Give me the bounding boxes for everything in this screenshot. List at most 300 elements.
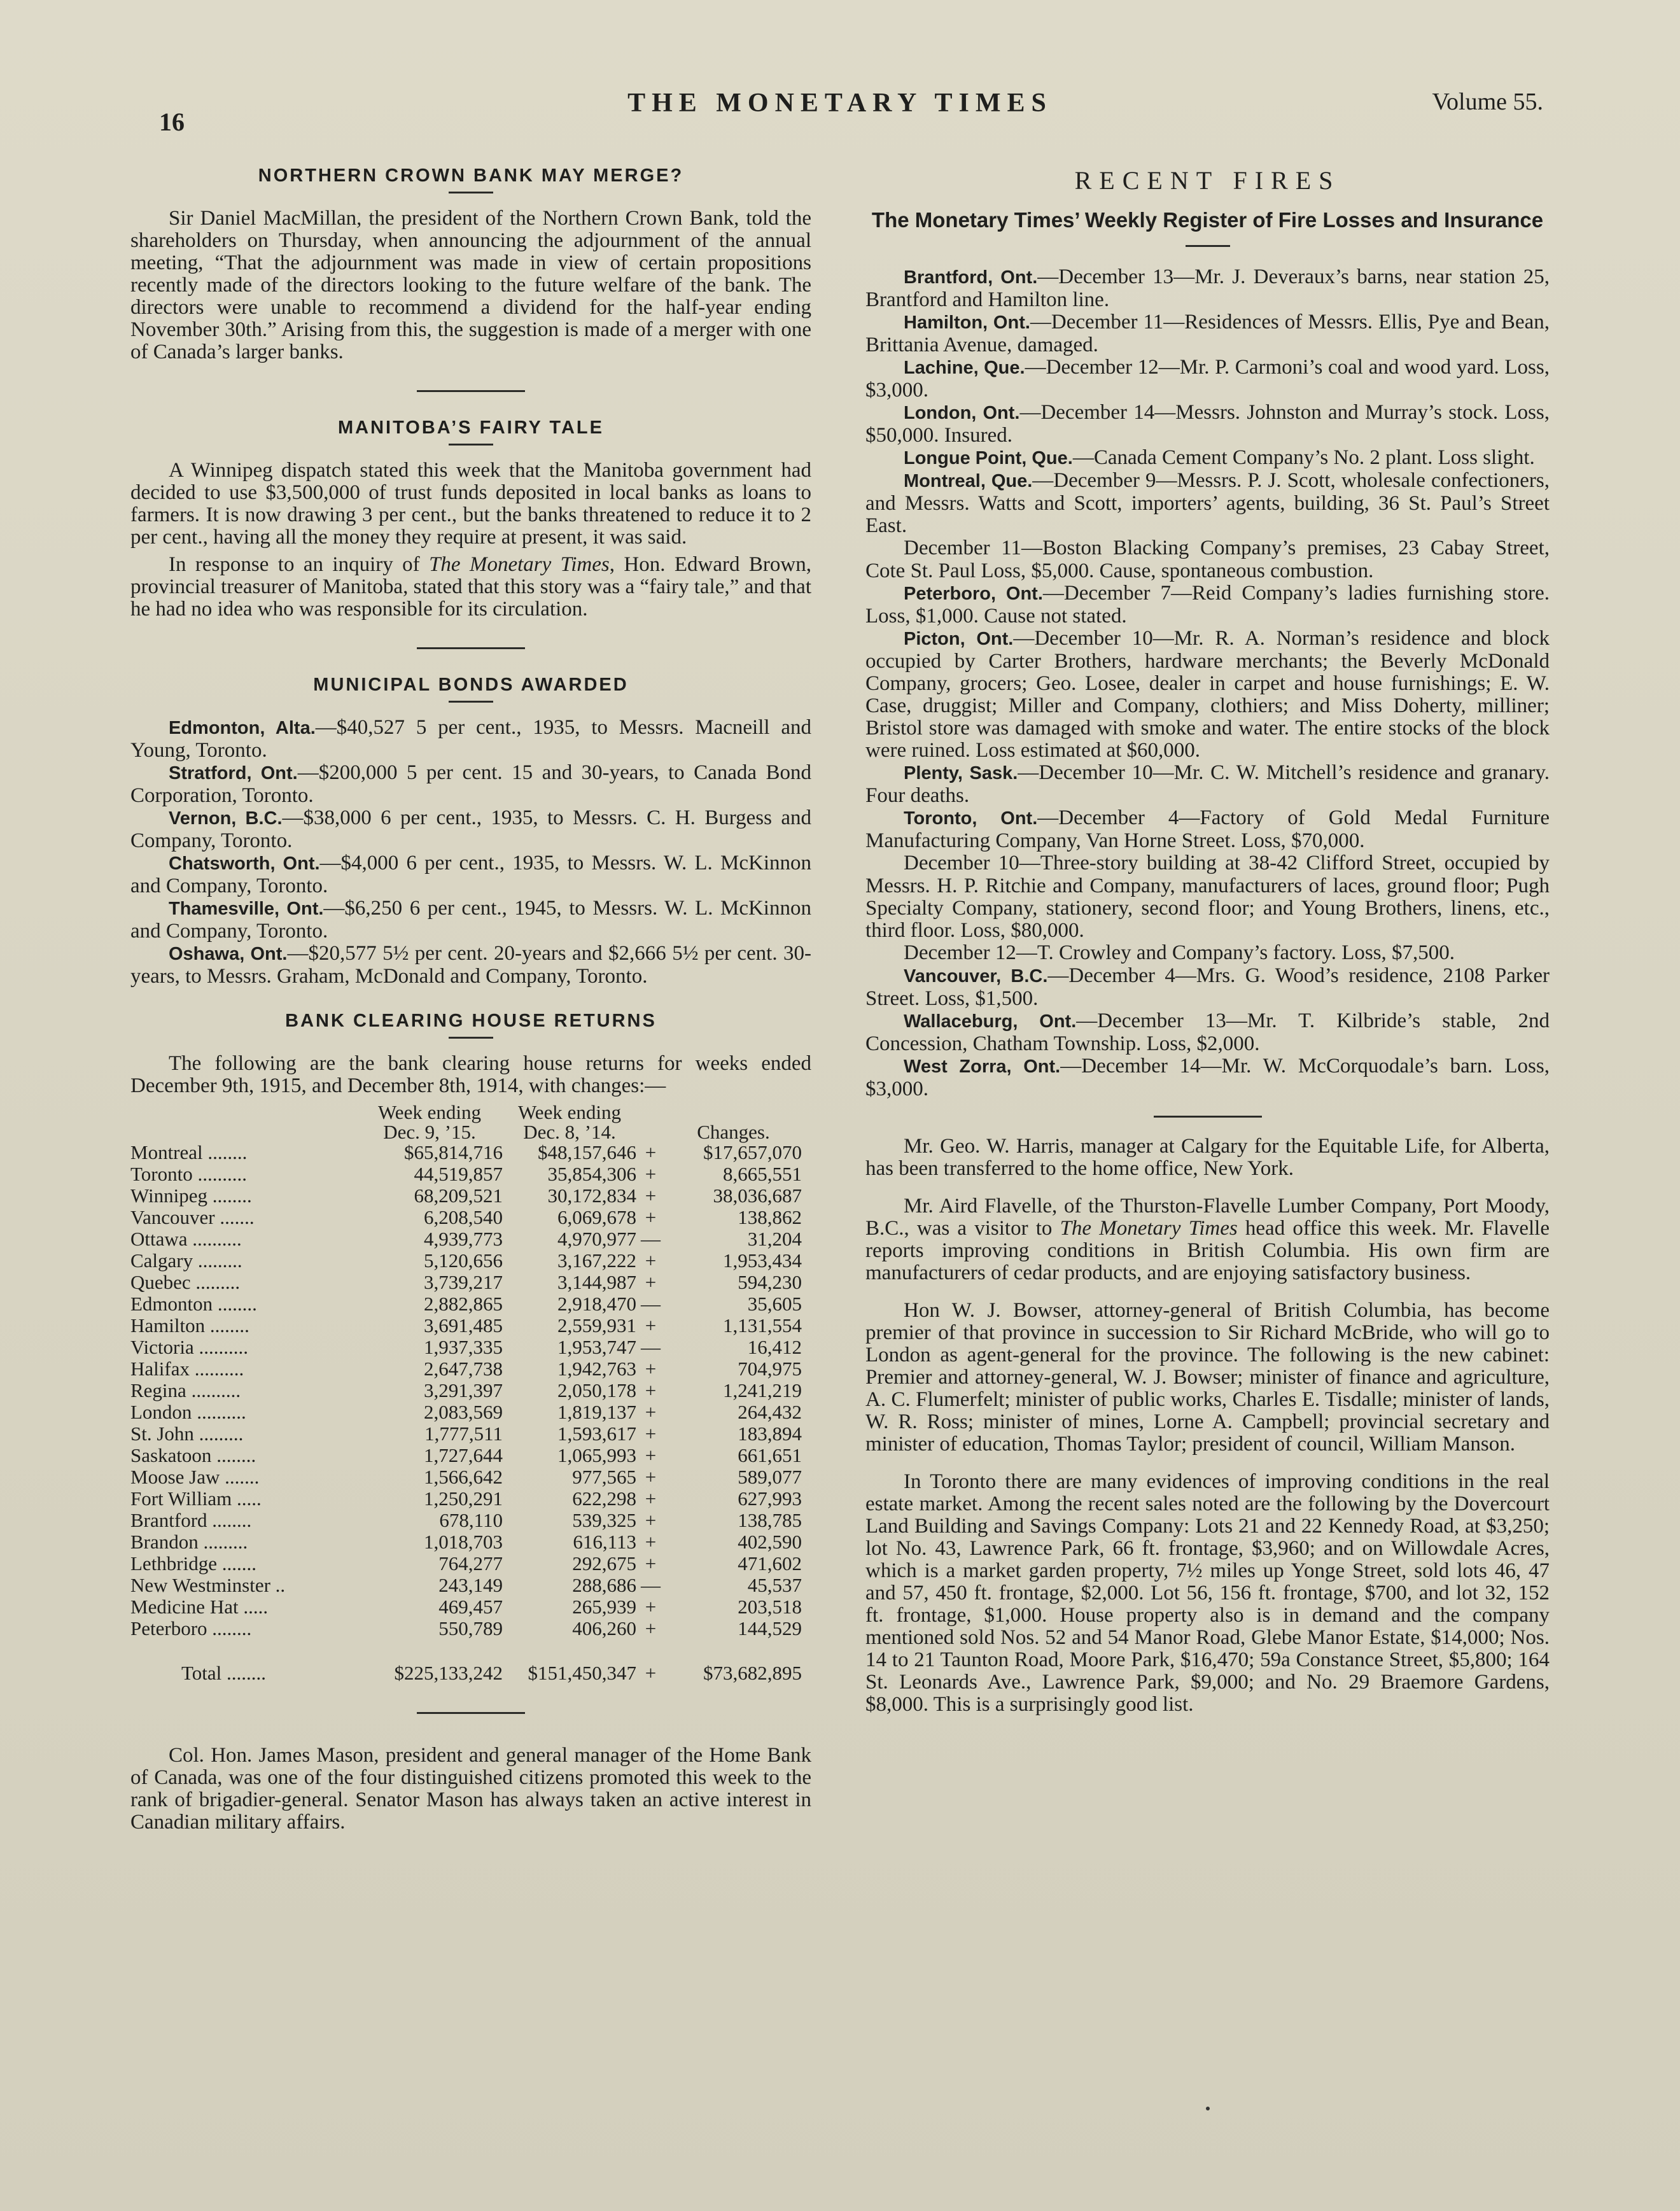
header-week-1914: Week ending [518,1101,621,1123]
total-row [130,1639,802,1684]
leader-dots: ......... [195,1271,241,1293]
change-value: 38,036,687 [713,1184,802,1207]
table-row [130,1466,802,1488]
bond-entry [130,807,811,852]
bond-place: Thamesville, Ont. [169,899,324,919]
header-sign [636,1122,665,1142]
city-name: Brandon [130,1531,199,1553]
city-name: Halifax [130,1358,190,1380]
article-northern-crown [130,165,811,363]
fires-subheading: The Monetary Times’ Weekly Register of Fire Losses and Insurance [871,208,1544,232]
publication-name: The Monetary Times [1060,1217,1238,1240]
bond-text: —$20,577 5½ per cent. 20-years and $2,666 5½ per cent. 30-years, to Messrs. Graham, McDonald and Company, Toronto. [130,942,811,988]
fire-entry [865,447,1550,470]
divider [449,701,493,703]
value-1915: 44,519,857 [414,1163,503,1185]
city-name: Brantford [130,1509,207,1531]
value-1915: 6,208,540 [424,1206,503,1228]
value-1914: 1,942,763 [557,1358,636,1380]
fire-entry [865,470,1550,537]
city-name: Ottawa [130,1228,188,1250]
city-name: Victoria [130,1336,194,1358]
value-1914: 288,686 [572,1574,636,1596]
bond-entry [130,717,811,762]
table-row [130,1250,802,1272]
city-name: Saskatoon [130,1444,212,1466]
table-row [130,1423,802,1445]
value-1914: 622,298 [572,1487,636,1510]
fire-entry [865,1055,1550,1100]
change-value: 661,651 [738,1444,802,1466]
value-1915: 5,120,656 [424,1249,503,1272]
fire-place: Picton, Ont. [904,629,1014,649]
value-1914: 1,065,993 [557,1444,636,1466]
value-1914: 3,167,222 [557,1249,636,1272]
divider [449,444,493,446]
leader-dots: .......... [197,1163,247,1185]
header-date-1915: Dec. 9, ’15. [383,1121,476,1143]
city-name: Calgary [130,1249,193,1272]
city-cell [130,1207,356,1228]
leader-dots: ........ [216,1444,256,1466]
leader-dots: ........ [207,1141,248,1163]
fire-entry [865,1010,1550,1055]
leader-dots: .......... [191,1379,241,1401]
clearing-table [130,1102,802,1684]
clearing-intro: The following are the bank clearing house returns for weeks ended December 9th, 1915, and December 8th, 1914, with changes:— [130,1052,811,1097]
table-row [130,1315,802,1337]
city-name: Quebec [130,1271,191,1293]
table-row [130,1228,802,1250]
change-sign: — [641,1336,661,1358]
change-sign: — [641,1574,661,1596]
header-date-1914: Dec. 8, ’14. [523,1121,616,1143]
change-sign: + [645,1662,657,1684]
city-name: Lethbridge [130,1552,218,1575]
text-run: , Hon. Edward Brown, provincial treasurer of Manitoba, stated that this story was a “fairy tale,” and that he had no idea who was responsible for its circulation. [130,553,811,621]
value-1915: 1,727,644 [424,1444,503,1466]
city-cell [130,1358,356,1380]
value-1915: 1,566,642 [424,1466,503,1488]
article-body: A Winnipeg dispatch stated this week that the Manitoba government had decided to use $3,500,000 of trust funds deposited in local banks as loans to farmers. It is now drawing 3 per cent., but the banks threatened to reduce it to 2 per cent., having all the money they require at present, it was said. [130,459,811,549]
section-divider [417,1712,525,1714]
leader-dots: .......... [194,1358,244,1380]
header-sign [636,1102,665,1122]
leader-dots: ........ [212,1184,252,1207]
table-row [130,1618,802,1639]
city-cell [130,1142,356,1163]
value-1915: 1,250,291 [424,1487,503,1510]
value-1915: 4,939,773 [424,1228,503,1250]
change-sign: + [645,1249,657,1272]
change-value: 264,432 [738,1401,802,1423]
city-cell [130,1380,356,1401]
city-name: Montreal [130,1141,203,1163]
change-sign: + [645,1444,657,1466]
table-header-row [130,1102,802,1122]
city-cell [130,1553,356,1575]
change-sign: + [645,1379,657,1401]
change-value: 594,230 [738,1271,802,1293]
change-value: 16,412 [747,1336,802,1358]
city-cell [130,1250,356,1272]
leader-dots: ........ [227,1662,267,1684]
city-name: St. John [130,1422,194,1445]
leader-dots: ....... [221,1552,257,1575]
fire-text: —December 11—Residences of Messrs. Ellis, Pye and Bean, Brittania Avenue, damaged. [865,311,1550,356]
article-body: Sir Daniel MacMillan, the president of the Northern Crown Bank, told the shareholders on Thursday, when announcing the adjournment of the annual meeting, “That the adjournment was made in view of certain propositions recently made of the directors looking to the future welfare of the bank. The directors were unable to recommend a dividend for the half-year ending November 30th.” Arising from this, the suggestion is made of a merger with one of Canada’s larger banks. [130,207,811,363]
header-changes: Changes. [697,1121,770,1143]
change-sign: — [641,1228,661,1250]
divider [1186,245,1230,247]
table-row [130,1531,802,1553]
change-value: 627,993 [738,1487,802,1510]
bond-entry [130,897,811,943]
leader-dots: ......... [199,1422,244,1445]
leader-dots: ........ [212,1509,252,1531]
header-week-1915: Week ending [378,1101,481,1123]
left-column [130,165,811,1839]
leader-dots: ........ [209,1314,249,1337]
change-value: 35,605 [747,1293,802,1315]
fire-text: December 10—Three-story building at 38-42 Clifford Street, occupied by Messrs. H. P. Ritchie and Company, manufacturers of laces, ground floor; Pugh Specialty Company, stationery, second floor; and Young Brothers, linens, etc., third floor. Loss, $80,000. [865,852,1550,942]
fire-text: —December 10—Mr. C. W. Mitchell’s residence and granary. Four deaths. [865,761,1550,807]
article-body [130,554,811,621]
fire-entry [865,852,1550,942]
ink-speck [1206,2107,1210,2110]
bond-entry [130,762,811,807]
bond-entry [130,943,811,988]
fire-place: Longue Point, Que. [904,448,1073,468]
bond-place: Chatsworth, Ont. [169,853,320,874]
change-sign: + [645,1206,657,1228]
value-1915: 2,647,738 [424,1358,503,1380]
fire-text: —December 4—Factory of Gold Medal Furniture Manufacturing Company, Van Horne Street. Loss, $70,000. [865,806,1550,852]
change-sign: + [645,1487,657,1510]
value-1915: 3,739,217 [424,1271,503,1293]
city-cell [130,1575,356,1596]
table-row [130,1272,802,1293]
value-1914: 2,918,470 [557,1293,636,1315]
header-city [130,1102,356,1122]
change-value: 203,518 [738,1596,802,1618]
text-run: In response to an inquiry of [169,553,430,576]
table-row [130,1337,802,1358]
leader-dots: .......... [199,1336,248,1358]
bond-text: —$200,000 5 per cent. 15 and 30-years, to Canada Bond Corporation, Toronto. [130,761,811,807]
bond-place: Stratford, Ont. [169,763,298,783]
fire-entry [865,582,1550,628]
heading-recent-fires: RECENT FIRES [1074,166,1341,195]
heading-municipal-bonds: MUNICIPAL BONDS AWARDED [313,675,629,695]
table-row [130,1488,802,1510]
divider [449,1037,493,1039]
fire-place: Hamilton, Ont. [904,312,1030,333]
fire-text: —Canada Cement Company’s No. 2 plant. Loss slight. [1072,446,1535,469]
city-cell [130,1293,356,1315]
volume-label: Volume 55. [1432,88,1543,115]
change-value: 1,241,219 [723,1379,802,1401]
change-value: 144,529 [738,1617,802,1639]
fire-text: —December 9—Messrs. P. J. Scott, wholesale confectioners, and Messrs. Watts and Scott, importers’ agents, building, 36 St. Paul’s Street East. [865,469,1550,537]
table-row [130,1445,802,1466]
change-value: 402,590 [738,1531,802,1553]
city-name: Winnipeg [130,1184,208,1207]
table-header-row [130,1122,802,1142]
leader-dots: ........ [217,1293,257,1315]
fire-entry [865,807,1550,852]
city-cell [130,1466,356,1488]
value-1914: 977,565 [572,1466,636,1488]
city-name: Fort William [130,1487,232,1510]
leader-dots: .. [275,1574,286,1596]
running-header [0,88,1680,136]
journal-title: THE MONETARY TIMES [627,88,1053,118]
value-1914: 406,260 [572,1617,636,1639]
fire-place: London, Ont. [904,403,1020,423]
change-sign: + [645,1141,657,1163]
city-cell [130,1337,356,1358]
change-value: 138,785 [738,1509,802,1531]
leader-dots: ....... [225,1466,260,1488]
fire-place: Wallaceburg, Ont. [904,1011,1077,1032]
fire-entry [865,965,1550,1010]
fire-entry [865,311,1550,356]
text-run: head office this week. Mr. Flavelle reports improving conditions in British Columbia. His own firm are manufacturers of cedar products, and are enjoying satisfactory business. [865,1217,1550,1284]
change-sign: + [645,1531,657,1553]
mason-item: Col. Hon. James Mason, president and general manager of the Home Bank of Canada, was one of the four distinguished citizens promoted this week to the rank of brigadier-general. Senator Mason has always taken an active interest in Canadian military affairs. [130,1744,811,1834]
fire-place: Toronto, Ont. [904,808,1038,829]
value-1915: 243,149 [438,1574,503,1596]
flavelle-item [865,1195,1550,1284]
change-sign: + [645,1617,657,1639]
header-city [130,1122,356,1142]
heading-northern-crown: NORTHERN CROWN BANK MAY MERGE? [258,165,684,186]
fire-text: —December 12—Mr. P. Carmoni’s coal and wood yard. Loss, $3,000. [865,356,1550,402]
change-value: 704,975 [738,1358,802,1380]
city-name: New Westminster [130,1574,270,1596]
total-change: $73,682,895 [703,1662,802,1684]
fire-text: —December 4—Mrs. G. Wood’s residence, 2108 Parker Street. Loss, $1,500. [865,964,1550,1010]
value-1915: 3,291,397 [424,1379,503,1401]
city-cell [130,1163,356,1185]
change-sign: + [645,1596,657,1618]
table-row [130,1207,802,1228]
city-cell [130,1315,356,1337]
article-manitoba [130,418,811,621]
fire-text: December 11—Boston Blacking Company’s premises, 23 Cabay Street, Cote St. Paul Loss, $5,000. Cause, spontaneous combustion. [865,537,1550,582]
change-value: $17,657,070 [703,1141,802,1163]
leader-dots: ......... [203,1531,248,1553]
leader-dots: ........ [212,1617,252,1639]
city-name: Hamilton [130,1314,206,1337]
city-name: Toronto [130,1163,193,1185]
fire-entry [865,266,1550,311]
table-row [130,1142,802,1163]
change-value: 31,204 [747,1228,802,1250]
value-1914: 35,854,306 [547,1163,636,1185]
value-1915: 1,777,511 [424,1422,503,1445]
value-1914: 30,172,834 [547,1184,636,1207]
city-cell [130,1531,356,1553]
fire-entry [865,402,1550,447]
value-1914: 616,113 [573,1531,636,1553]
city-cell [130,1488,356,1510]
change-sign: + [645,1163,657,1185]
value-1915: $65,814,716 [404,1141,503,1163]
leader-dots: ..... [236,1487,262,1510]
change-value: 45,537 [747,1574,802,1596]
fire-entry [865,628,1550,762]
city-cell [130,1445,356,1466]
divider [449,192,493,193]
value-1914: 1,953,747 [557,1336,636,1358]
change-sign: + [645,1466,657,1488]
value-1915: 3,691,485 [424,1314,503,1337]
total-label: Total [181,1662,222,1684]
toronto-real-estate-item: In Toronto there are many evidences of improving conditions in the real estate market. Among the recent sales noted are the following by the Dovercourt Land Building and Savings Company: Lots 21 and 22 Kennedy Road, at $3,250; lot No. 43, Lawrence Park, 66 ft. frontage, $3,960; and on Willowdale Acres, which is a market garden property, 7½ miles up Yonge Street, sold lots 46, 47 and 57, 450 ft. frontage, $2,000. Lot 56, 156 ft. frontage, $700, and lot 32, 152 ft. frontage, $1,000. House property also is in demand and the company mentioned sold Nos. 52 and 54 Manor Road, Glebe Manor Estate, $14,000; Nos. 14 to 21 Taunton Road, Moore Park, $16,470; 59a Constance Street, $5,800; 164 St. Leonards Ave., Lawrence Park, $9,000; and No. 29 Braemore Gardens, $8,000. This is a surprisingly good list. [865,1470,1550,1716]
city-name: Vancouver [130,1206,215,1228]
value-1915: 2,882,865 [424,1293,503,1315]
value-1915: 469,457 [438,1596,503,1618]
city-name: Regina [130,1379,186,1401]
change-sign: + [645,1314,657,1337]
fire-text: —December 7—Reid Company’s ladies furnishing store. Loss, $1,000. Cause not stated. [865,582,1550,628]
city-cell [130,1185,356,1207]
table-row [130,1358,802,1380]
table-row [130,1575,802,1596]
fire-text: —December 14—Messrs. Johnston and Murray’s stock. Loss, $50,000. Insured. [865,401,1550,447]
bond-text: —$4,000 6 per cent., 1935, to Messrs. W. L. McKinnon and Company, Toronto. [130,852,811,897]
fire-text: December 12—T. Crowley and Company’s factory. Loss, $7,500. [904,941,1455,964]
bond-entry [130,852,811,897]
change-value: 138,862 [738,1206,802,1228]
fire-text: —December 13—Mr. J. Deveraux’s barns, near station 25, Brantford and Hamilton line. [865,265,1550,311]
table-row [130,1510,802,1531]
value-1914: 1,593,617 [557,1422,636,1445]
fire-place: Plenty, Sask. [904,763,1018,783]
value-1915: 678,110 [439,1509,503,1531]
bond-place: Oshawa, Ont. [169,944,288,964]
fire-place: West Zorra, Ont. [904,1056,1061,1077]
city-name: London [130,1401,192,1423]
table-row [130,1596,802,1618]
city-name: Edmonton [130,1293,213,1315]
fire-place: Vancouver, B.C. [904,966,1048,986]
leader-dots: ....... [220,1206,255,1228]
value-1914: 539,325 [572,1509,636,1531]
value-1914: 6,069,678 [557,1206,636,1228]
fire-entry [865,942,1550,965]
change-sign: + [645,1401,657,1423]
leader-dots: ..... [243,1596,269,1618]
value-1914: 2,050,178 [557,1379,636,1401]
table-row [130,1401,802,1423]
fire-place: Peterboro, Ont. [904,584,1043,604]
value-1915: 1,018,703 [424,1531,503,1553]
city-cell [130,1596,356,1618]
value-1914: 265,939 [572,1596,636,1618]
header-blank [665,1102,802,1122]
value-1914: 4,970,977 [557,1228,636,1250]
change-sign: — [641,1293,661,1315]
value-1914: 292,675 [572,1552,636,1575]
section-divider [417,647,525,649]
fire-text: —December 14—Mr. W. McCorquodale’s barn. Loss, $3,000. [865,1055,1550,1100]
city-cell [130,1510,356,1531]
bond-place: Vernon, B.C. [169,808,283,829]
harris-item: Mr. Geo. W. Harris, manager at Calgary for the Equitable Life, for Alberta, has been transferred to the home office, New York. [865,1135,1550,1180]
value-1915: 764,277 [438,1552,503,1575]
table-row [130,1553,802,1575]
section-divider [417,390,525,392]
section-divider [1154,1116,1262,1118]
change-sign: + [645,1271,657,1293]
change-value: 471,602 [738,1552,802,1575]
city-cell [130,1228,356,1250]
city-name: Peterboro [130,1617,207,1639]
article-municipal-bonds [130,675,811,988]
change-sign: + [645,1358,657,1380]
change-sign: + [645,1422,657,1445]
change-sign: + [645,1509,657,1531]
change-value: 183,894 [738,1422,802,1445]
city-cell [130,1639,356,1684]
change-value: 1,953,434 [723,1249,802,1272]
bowser-item: Hon W. J. Bowser, attorney-general of British Columbia, has become premier of that province in succession to Sir Richard McBride, who will go to London as agent-general for the province. The following is the new cabinet: Premier and attorney-general, W. J. Bowser; minister of finance and agriculture, A. C. Flumerfelt; minister of public works, Charles E. Tisdalle; minister of lands, W. R. Ross; minister of mines, Lorne A. Campbell; provincial secretary and minister of education, Thomas Taylor; president of council, William Manson. [865,1299,1550,1456]
spacer [130,988,811,1011]
table-row [130,1185,802,1207]
total-1915: $225,133,242 [394,1662,503,1684]
bond-text: —$38,000 6 per cent., 1935, to Messrs. C. H. Burgess and Company, Toronto. [130,806,812,852]
city-cell [130,1401,356,1423]
value-1915: 1,937,335 [424,1336,503,1358]
city-name: Moose Jaw [130,1466,220,1488]
page-number: 16 [159,108,185,136]
text-run: Mr. Aird Flavelle, of the Thurston-Flavelle Lumber Company, Port Moody, B.C., was a visitor to [865,1195,1550,1240]
bond-text: —$40,527 5 per cent., 1935, to Messrs. Macneill and Young, Toronto. [130,716,811,762]
fire-text: —December 13—Mr. T. Kilbride’s stable, 2nd Concession, Chatham Township. Loss, $2,000. [865,1009,1550,1055]
total-1914: $151,450,347 [528,1662,636,1684]
fire-entry [865,537,1550,582]
value-1914: 2,559,931 [557,1314,636,1337]
change-sign: + [645,1552,657,1575]
table-row [130,1293,802,1315]
table-row [130,1163,802,1185]
table-row [130,1380,802,1401]
change-value: 1,131,554 [723,1314,802,1337]
change-value: 589,077 [738,1466,802,1488]
city-cell [130,1272,356,1293]
value-1914: $48,157,646 [538,1141,636,1163]
city-cell [130,1423,356,1445]
leader-dots: ......... [197,1249,242,1272]
fire-place: Montreal, Que. [904,471,1033,491]
change-value: 8,665,551 [723,1163,802,1185]
right-column [865,165,1550,1721]
fire-entry [865,762,1550,807]
fire-text: —December 10—Mr. R. A. Norman’s residence and block occupied by Carter Brothers, hardware merchants; the Beverly McDonald Company, grocers; Geo. Losee, dealer in carpet and house furnishings; E. W. Case, druggist; Miller and Company, clothiers; and Miss Doherty, milliner; Bristol store was damaged with smoke and water. The entire stocks of the block were ruined. Loss estimated at $60,000. [865,627,1550,762]
value-1914: 1,819,137 [557,1401,636,1423]
fire-place: Brantford, Ont. [904,267,1038,288]
bond-text: —$6,250 6 per cent., 1945, to Messrs. W. L. McKinnon and Company, Toronto. [130,897,811,943]
leader-dots: .......... [197,1401,246,1423]
change-sign: + [645,1184,657,1207]
value-1915: 2,083,569 [424,1401,503,1423]
heading-bank-clearing: BANK CLEARING HOUSE RETURNS [285,1011,657,1031]
fire-place: Lachine, Que. [904,358,1025,378]
value-1914: 3,144,987 [557,1271,636,1293]
